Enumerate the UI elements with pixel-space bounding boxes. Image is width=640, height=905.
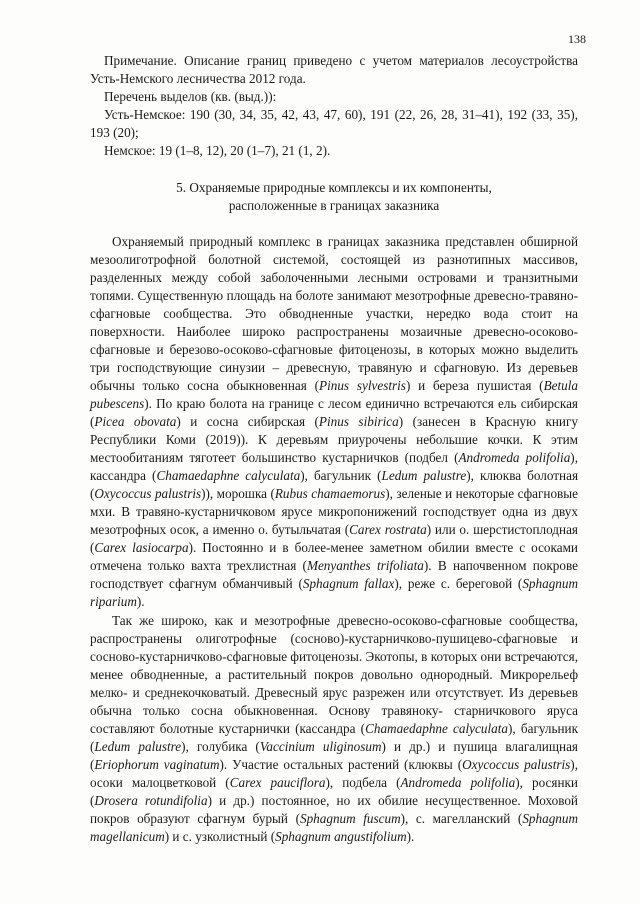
- species-name: Drosera rotundifolia: [94, 793, 208, 808]
- species-name: Ledum palustre: [94, 739, 182, 754]
- species-name: Andromeda polifolia: [400, 775, 516, 790]
- species-name: Vaccinium uliginosum: [259, 739, 382, 754]
- species-name: Eriophorum vaginatum: [94, 757, 220, 772]
- page-number: 138: [568, 32, 586, 46]
- species-name: Carex rostrata: [349, 522, 427, 537]
- species-name: Oxycoccus palustris: [94, 486, 202, 501]
- section-heading-line-1: 5. Охраняемые природные комплексы и их компоненты,: [176, 180, 492, 195]
- species-name: Sphagnum fallax: [302, 576, 395, 591]
- species-name: Chamaedaphne calyculata: [156, 468, 301, 483]
- body-paragraph-1: Охраняемый природный комплекс в границах заказника представлен обширной мезоолиготрофной болотной системой, состоящей из разнотипных массивов, разделенных между собой заболоченными лесными островами и транзитными топями. Существенную площадь на болоте занимают мезотрофные древесно-травяно-сфагновые сообщества. Это обводненные участки, нередко вода стоит на поверхности. Наиболее широко распространены мозаичные древесно-осоково-сфагновые и березово-осоково-сфагновые фитоценозы, в которых можно выделить три господствующие синузии – древесную, травяную и сфагновую. Из деревьев обычны только сосна обыкновенная (Pinus sylvestris) и береза пушистая (Betula pubescens). По краю болота на границе с лесом единично встречаются ель сибирская (Picea obovata) и сосна сибирская (Pinus sibirica) (занесен в Красную книгу Республики Коми (2019)). К деревьям приурочены небольшие кочки. К этим местообитаниям тяготеет большинство кустарничков (подбел (Andromeda polifolia), кассандра (Chamaedaphne calyculata), багульник (Ledum palustre), клюква болотная (Oxycoccus palustris)), морошка (Rubus chamaemorus), зеленые и некоторые сфагновые мхи. В травяно-кустарничковом ярусе микропонижений господствует одна из двух мезотрофных осок, а именно о. бутыльчатая (Carex rostrata) или о. шерстистоплодная (Carex lasiocarpa). Постоянно и в более-менее заметном обилии вместе с осоками отмечена только вахта трехлистная (Menyanthes trifoliata). В напочвенном покрове господствует сфагнум обманчивый (Sphagnum fallax), реже с. береговой (Sphagnum riparium).: [90, 234, 579, 609]
- sections-list-ust-nem: Усть-Немское: 190 (30, 34, 35, 42, 43, 47, 60), 191 (22, 26, 28, 31–41), 192 (33, 35), 193 (20);: [90, 107, 578, 140]
- species-name: Picea obovata: [94, 414, 177, 429]
- species-name: Chamaedaphne calyculata: [365, 721, 508, 736]
- species-name: Oxycoccus palustris: [462, 757, 571, 772]
- species-name: Sphagnum angustifolium: [275, 829, 407, 844]
- species-name: Carex lasiocarpa: [94, 540, 189, 555]
- species-name: Betula pubescens: [90, 378, 579, 411]
- species-name: Andromeda polifolia: [458, 450, 571, 465]
- section-heading-line-2: расположенные в границах заказника: [228, 198, 440, 213]
- sections-list-nem: Немское: 19 (1–8, 12), 20 (1–7), 21 (1, 2).: [104, 143, 331, 158]
- section-heading: [90, 179, 578, 215]
- sections-list-title: Перечень выделов (кв. (выд.)):: [104, 89, 277, 104]
- species-name: Sphagnum fuscum: [299, 811, 401, 826]
- species-name: Pinus sibirica: [318, 414, 399, 429]
- species-name: Pinus sylvestris: [319, 378, 406, 393]
- note-paragraph: Примечание. Описание границ приведено с учетом материалов лесоустройства Усть-Немского лесничества 2012 года.: [90, 53, 578, 86]
- body-paragraph-2: Так же широко, как и мезотрофные древесно-осоково-сфагновые сообщества, распространены олиготрофные (сосново)-кустарничково-пушицево-сфагновые и сосново-кустарничково-сфагновые фитоценозы. Экотопы, в которых они встречаются, менее обводненные, а растительный покров довольно однородный. Микрорельеф мелко- и среднекочковатый. Древесный ярус разрежен или отсутствует. Из деревьев обычна только сосна обыкновенная. Основу травяноку- старничкового яруса составляют болотные кустарнички (кассандра (Chamaedaphne calyculata), багульник (Ledum palustre), голубика (Vaccinium uliginosum) и др.) и пушица влагалищная (Eriophorum vaginatum). Участие остальных растений (клюквы (Oxycoccus palustris), осоки малоцветковой (Carex pauciflora), подбела (Andromeda polifolia), росянки (Drosera rotundifolia) и др.) постоянное, но их обилие несущественное. Моховой покров образуют сфагнум бурый (Sphagnum fuscum), с. магелланский (Sphagnum magellanicum) и с. узколистный (Sphagnum angustifolium).: [90, 613, 579, 844]
- species-name: Carex pauciflora: [229, 775, 326, 790]
- species-name: Ledum palustre: [381, 468, 467, 483]
- species-name: Sphagnum riparium: [90, 576, 578, 609]
- species-name: Menyanthes trifoliata: [306, 558, 424, 573]
- species-name: Sphagnum magellanicum: [90, 811, 579, 844]
- species-name: Rubus chamaemorus: [274, 486, 386, 501]
- document-body: [90, 52, 578, 846]
